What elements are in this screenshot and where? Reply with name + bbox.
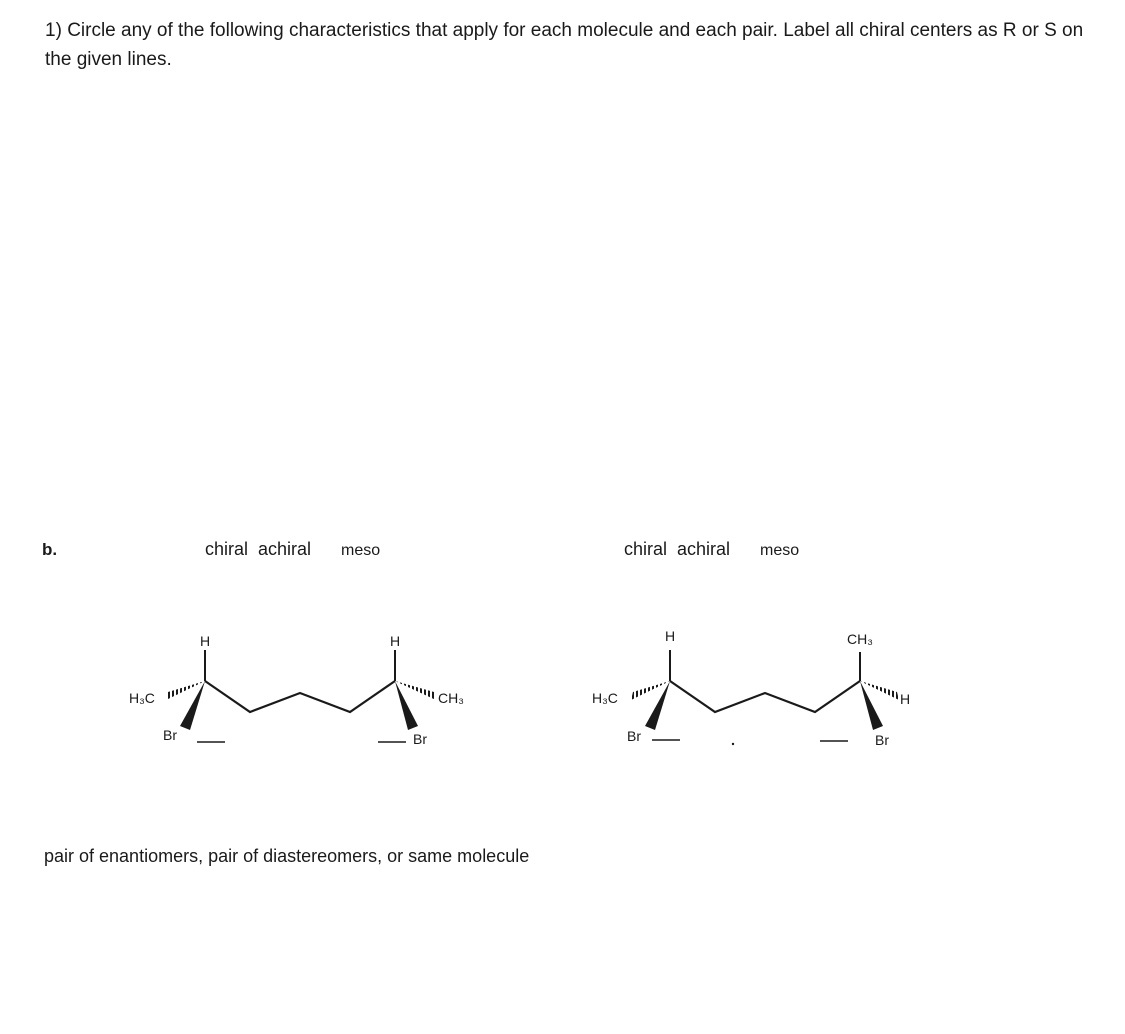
molecule1-label-ch3-right: CH₃ [438, 690, 464, 706]
molecule2-option-meso[interactable]: meso [760, 542, 800, 559]
molecule1-label-br-right: Br [413, 731, 427, 747]
molecule2-option-chiral[interactable]: chiral [624, 539, 668, 559]
question-text: Circle any of the following characteristics that apply for each molecule and each pair. Label all chiral centers as R or S on the given lines. [45, 20, 1084, 70]
molecule2-label-h-left: H [665, 628, 676, 644]
molecule1-option-achiral[interactable]: achiral [258, 539, 312, 559]
question-number: 1) [45, 20, 62, 41]
molecule1-label-h-right: H [390, 633, 401, 649]
molecule2-backbone [670, 681, 860, 712]
molecule1-label-h3c: H₃C [129, 690, 155, 706]
molecule1-label-br-left: Br [163, 727, 177, 743]
molecule2-option-achiral[interactable]: achiral [677, 539, 731, 559]
molecule2-label-br-left: Br [627, 728, 641, 744]
molecule2-label-h-right: H [900, 691, 911, 707]
molecule1-option-chiral[interactable]: chiral [205, 539, 249, 559]
molecule1-label-h-left: H [200, 633, 211, 649]
molecule2-structure [592, 628, 910, 748]
pair-relationship-prompt: pair of enantiomers, pair of diastereomers, or same molecule [44, 846, 530, 866]
molecule1-backbone [205, 681, 395, 712]
molecule2-label-h3c: H₃C [592, 690, 618, 706]
molecule2-label-ch3-top: CH₃ [847, 631, 873, 647]
molecule1-option-meso[interactable]: meso [341, 542, 381, 559]
molecule2-stray-dot [732, 743, 734, 745]
molecule1-structure [129, 633, 464, 747]
molecule2-label-br-right: Br [875, 732, 889, 748]
part-label: b. [42, 540, 58, 559]
